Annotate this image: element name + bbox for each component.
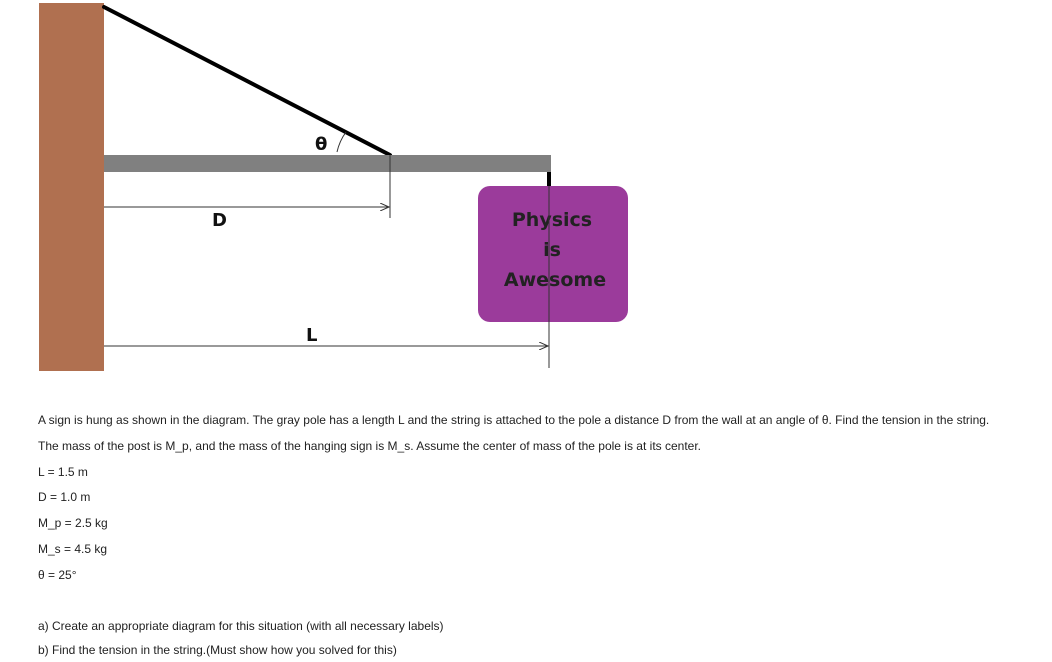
given-sign-mass: M_s = 4.5 kg	[38, 542, 108, 556]
wall	[39, 3, 104, 371]
angle-label: θ	[315, 134, 328, 155]
given-length: L = 1.5 m	[38, 465, 88, 479]
string	[104, 7, 390, 155]
part-a-question: a) Create an appropriate diagram for this situation (with all necessary labels)	[38, 619, 444, 633]
distance-label: D	[212, 210, 227, 231]
masses-note: The mass of the post is M_p, and the mass of the hanging sign is M_s. Assume the center of mass of the pole is at its center.	[38, 439, 702, 453]
gray-pole	[104, 155, 551, 172]
problem-statement: A sign is hung as shown in the diagram. The gray pole has a length L and the string is attached to the pole a distance D from the wall at an angle of θ. Find the tension in the string.	[38, 413, 990, 427]
angle-arc	[337, 132, 346, 152]
sign-text-line2: is	[543, 239, 561, 261]
length-label: L	[306, 325, 318, 346]
sign-text-line1: Physics	[511, 209, 593, 231]
sign-text-line3: Awesome	[503, 269, 607, 291]
part-b-question: b) Find the tension in the string.(Must show how you solved for this)	[38, 643, 397, 657]
given-angle: θ = 25°	[38, 568, 77, 582]
given-pole-mass: M_p = 2.5 kg	[38, 516, 108, 530]
given-distance: D = 1.0 m	[38, 490, 91, 504]
sign-hook	[547, 172, 551, 186]
